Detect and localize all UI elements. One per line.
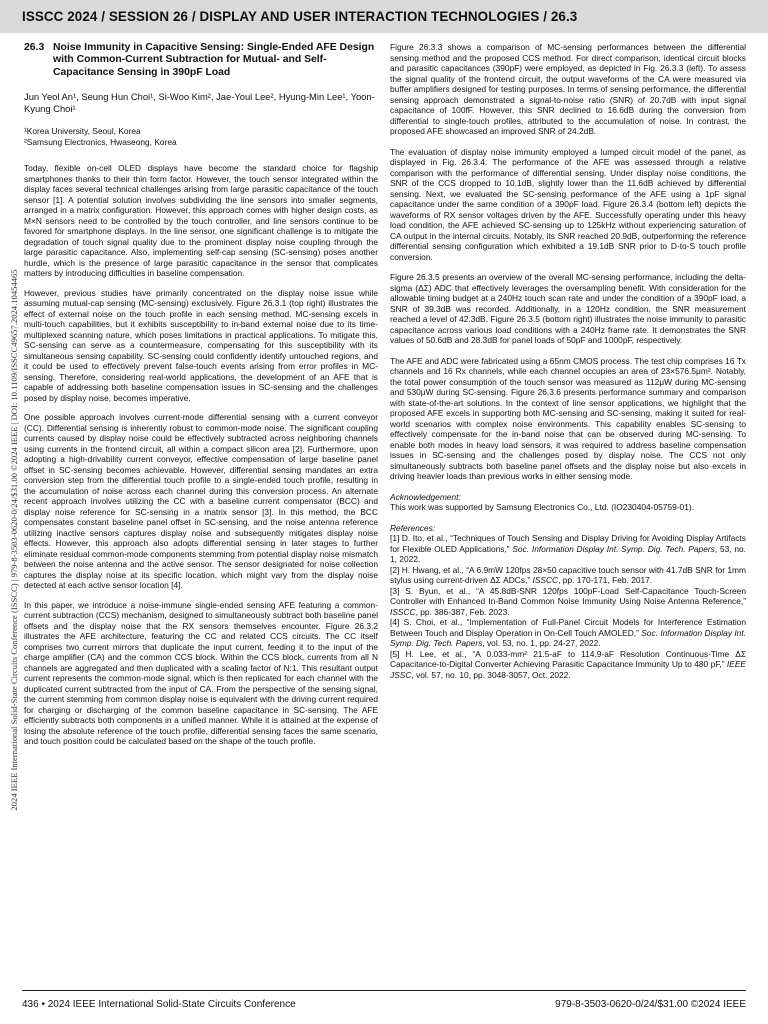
affiliation-item: ¹Korea University, Seoul, Korea bbox=[24, 126, 141, 137]
affiliation-item: ²Samsung Electronics, Hwaseong, Korea bbox=[24, 136, 177, 147]
footer-page-info: 436 • 2024 IEEE International Solid-State Circuits Conference bbox=[22, 999, 296, 1010]
body-paragraph: The evaluation of display noise immunity employed a lumped circuit model of the panel, as displayed in Fig. 26.3.4. The performance of the AFE was assessed through a relative comparison with the performance of differential sensing. Under display noise conditions, the SNR of the CCS dropped to 10.1dB, slightly lower than the 11.6dB achieved by differential sensing. Next, we evaluated the SC-sensing performance of the AFE using a 1pF signal capacitance under the same condition of a 390pF load. Figure 26.3.4 (bottom left) depicts the waveforms of RX sensor voltages driven by the AFE. Successfully operating under this heavy load condition, the AFE achieved SC-sensing up to 125kHz without experiencing saturation of CA output in the internal circuits. Notably, its SNR reached 20.9dB, outperforming the reference differential sensing configuration which exhibited a 19.1dB SNR prior to D-to-S touch profile conversion. bbox=[390, 146, 746, 262]
side-doi-text: 2024 IEEE International Solid-State Circuits Conference (ISSCC) | 979-8-3503-0620-0/24/$31.00 ©2024 IEEE | DOI: 10.1109/ISSCC49657.2024.10454465 bbox=[9, 269, 19, 811]
reference-item: [1] D. Ito, et al., “Techniques of Touch Sensing and Display Driving for Avoiding Display Artifacts for Flexible OLED Applications,” Soc. Information Display Int. Symp. Dig. Tech. Papers, 53, no. 1, 2022. bbox=[390, 533, 746, 564]
body-paragraph: However, previous studies have primarily concentrated on the display noise issue while assuming mutual-cap sensing (MC-sensing) exclusively. Figure 26.3.1 (top right) illustrates the effect of external noise on the touch profile in each sensing method. MC-sensing excels in multi-touch capabilities, but it exhibits susceptibility to in-band external noise due to its time-multiplexed scanning nature, which poses limitations in practical applications. To mitigate this, SC-sensing can serve as a countermeasure, compensating for this susceptibility with its simultaneous sensing capability. SC-sensing could confidently identify untouched regions, and it could be used to effectively prevent false-touch events arising from error profiles in MC-sensing. Therefore, considering real-world applications, the development of an AFE that is capable of addressing both baseline compensation issues in SC-sensing and the challenges posed by display noise, becomes imperative. bbox=[24, 287, 378, 403]
paper-number: 26.3 bbox=[24, 42, 45, 53]
reference-item: [3] S. Byun, et al., “A 45.8dB-SNR 120fps 100pF-Load Self-Capacitance Touch-Screen Controller with Enhanced In-Band Common Noise Immunity Using Noise Antenna Reference,” ISSCC, pp. 386-387, Feb. 2023. bbox=[390, 585, 746, 617]
left-body bbox=[24, 163, 378, 747]
body-paragraph: The AFE and ADC were fabricated using a 65nm CMOS process. The test chip comprises 16 Tx channels and 16 Rx channels, while each channel occupies an area of 23×576.5μm². Notably, the total power consumption of the touch sensor was measured as 112μW during MC-sensing and 530μW during SC-sensing. Figure 26.3.6 presents performance summary and comparison with state-of-the-art solutions. In the context of line sensor applications, we highlight that the proposed AFE excels in supporting both MC-sensing and SC-sensing, making it suited for real-world scenarios with complex noise environments. This capability enables SC-sensing to effectively compensate for the in-band noise that can be observed during MC-sensing. To enable both modes in heavy load sensors, it was required to address baseline compensation issues in SC-sensing and the challenges posed by display noise. The CCS not only simultaneously subtracts both baseline panel offsets and the display noise but also excels in driving heavier loads than previous works in either sensing mode. bbox=[390, 355, 746, 481]
body-paragraph: In this paper, we introduce a noise-immune single-ended sensing AFE featuring a common-current subtraction (CCS) mechanism, designed to simultaneously subtract both baseline panel offsets and the display noise that the RX sensors themselves encounter. Figure 26.3.2 illustrates the AFE architecture, featuring the CC and related CCS circuits. The CC itself comprises two current mirrors that duplicate the input current, feeding it to the input of the charge amplifier (CA) and the common CCS block. Within the CCS block, currents from all N channels are aggregated and then duplicated with a scaling factor of N:1. This resultant output current represents the common-mode signal, which is then replicated for each channel with the duplicated current subtracted from the input of CA. From the perspective of the sensing signal, the current stemming from common display noise is equivalent with the driving current required for charging or discharging of the common baseline capacitance in SC-sensing. The AFE efficiently subtracts both components in a unified manner. While it is attained at the expense of losing the absolute reference of the touch profile, differential sensing faces the same scenario, and touch position could be calculated based on the shape of the touch profile. bbox=[24, 599, 378, 747]
reference-item: [2] H. Hwang, et al., “A 6.9mW 120fps 28×50 capacitive touch sensor with 41.7dB SNR for 1mm stylus using current-driven ΔΣ ADCs,” ISSCC, pp. 170-171, Feb. 2017. bbox=[390, 564, 746, 585]
references-heading: References: bbox=[390, 522, 436, 533]
right-column bbox=[390, 42, 746, 680]
author-list: Jun Yeol An¹, Seung Hun Choi¹, Si-Woo Kim², Jae-Youl Lee², Hyung-Min Lee¹, Yoon-Kyung Choi¹ bbox=[24, 91, 375, 115]
body-paragraph: Figure 26.3.3 shows a comparison of MC-sensing performances between the differential sensing method and the proposed CCS method. For direct comparison, identical circuit blocks and parasitic capacitances (390pF) were employed, as depicted in Fig. 26.3.3 (left). To assess the signal quality of the frontend circuit, the output waveforms of the CA were measured via buffer amplifiers designed for testing purposes. In terms of sensing performance, the differential sensing approach demonstrated a signal-to-noise ratio (SNR) of 20.7dB with input signal capacitance of 100fF. However, this SNR declined to 16.6dB during the conversion from differential to single-touch profiles, attributed to the accumulation of noise. In contrast, the proposed AFE showcased an improved SNR of 24.2dB. bbox=[390, 42, 746, 136]
body-paragraph: Today, flexible on-cell OLED displays have become the standard choice for flagship smartphones thanks to their thin form factor. However, the touch sensor integrated within the display faces several technical challenges arising from large parasitic capacitance of the touch sensor [1]. A potential solution involves subdividing the line sensors into smaller segments, arranged in a matrix configuration. However, this approach comes with higher design costs, as M×N sensors need to be controlled by the touch controller, and line sensors continue to be favored for smartphone displays. In the line sensor, one significant challenge is to mitigate the degradation of touch signal quality due to the prominent display noise coupling through the large parasitic capacitance. Also, implementing self-cap sensing (SC-sensing) poses another hurdle, which is the presence of large parasitic capacitance in the sensor that complicates matters by introducing difficulties in baseline compensation. bbox=[24, 163, 378, 279]
paper-title-text: Noise Immunity in Capacitive Sensing: Single-Ended AFE Design with Common-Current Subtraction for Mutual- and Self-Capacitance Sensing in 390pF Load bbox=[53, 42, 375, 78]
acknowledgement-text: This work was supported by Samsung Electronics Co., Ltd. (IO230404-05759-01). bbox=[390, 502, 694, 512]
side-margin-strip bbox=[3, 180, 25, 900]
paper-title bbox=[24, 42, 378, 79]
footer-copyright: 979-8-3503-0620-0/24/$31.00 ©2024 IEEE bbox=[555, 999, 746, 1010]
reference-item: [4] S. Choi, et al., “Implementation of Full-Panel Circuit Models for Interference Estimation Between Touch and Display Operation in On-Cell Touch AMOLED,” Soc. Information Display Int. Symp. Dig. Tech. Papers, vol. 53, no. 1, pp. 24-27, 2022. bbox=[390, 617, 746, 648]
body-paragraph: Figure 26.3.5 presents an overview of the overall MC-sensing performance, including the delta-sigma (ΔΣ) ADC that effectively leverages the oversampling benefit. With consideration for the allowable timing budget at a 240Hz touch scan rate and under the condition of a 390pF load, a SNR of 39.3dB was recorded. Additionally, in a 120Hz condition, the SNR measurement reached a level of 42.3dB. Figure 26.3.5 (bottom right) illustrates the noise immunity to parasitic capacitance across various load conditions with a 240Hz frame rate. It demonstrates the SNR values of 50.6dB and 28.3dB for panel loads of 50pF and 1000pF, respectively. bbox=[390, 272, 746, 345]
session-header-title: ISSCC 2024 / SESSION 26 / DISPLAY AND USER INTERACTION TECHNOLOGIES / 26.3 bbox=[22, 9, 578, 24]
references-section bbox=[390, 523, 746, 681]
body-paragraph: One possible approach involves current-mode differential sensing with a current conveyor (CC). Differential sensing is inherently robust to common-mode noise. The significant coupling currents caused by display noise could be effectively subtracted across neighboring channels using currents in the frontend circuit, all within a compact silicon area [2]. Furthermore, upon adopting a high-drivability current conveyor, effective compensation of large baseline panel offset in SC-sensing becomes achievable. However, differential sensing mandates an extra conversion step from the differential touch profile to a single-ended touch profile, resulting in the accumulation of noise across each channel during this conversion process. An alternate recent approach involves utilizing the CC with a baseline current compensator (BCC) and display noise reference for SC-sensing in a matrix sensor [3]. In this method, the BCC compensates constant baseline panel offset in SC-sensing, and the noise antenna reference utilizing inactive sensors captures display noise and subsequently mitigates display noise effects. However, this approach also adopts differential sensing in later stages to further eliminate residual common-mode components stemming from potential display noise mismatch between the noise antenna and the active sensor. The sensor designated for noise collection captures the display noise at its specific location, which might vary from the display noise detected at each active sensor location [4]. bbox=[24, 412, 378, 591]
session-header-bar bbox=[0, 0, 768, 33]
footer-divider bbox=[22, 990, 746, 991]
reference-item: [5] H. Lee, et al., “A 0.033-mm² 21.5-aF to 114.9-aF Resolution Continuous-Time ΔΣ Capacitance-to-Digital Converter Achieving Parasitic Capacitance Immunity Up to 480 pF,” IEEE JSSC, vol. 57, no. 10, pp. 3048-3057, Oct. 2022. bbox=[390, 648, 746, 680]
affiliations bbox=[24, 126, 378, 147]
left-column bbox=[24, 42, 378, 756]
acknowledgement-section bbox=[390, 492, 746, 513]
acknowledgement-heading: Acknowledgement: bbox=[390, 491, 461, 502]
